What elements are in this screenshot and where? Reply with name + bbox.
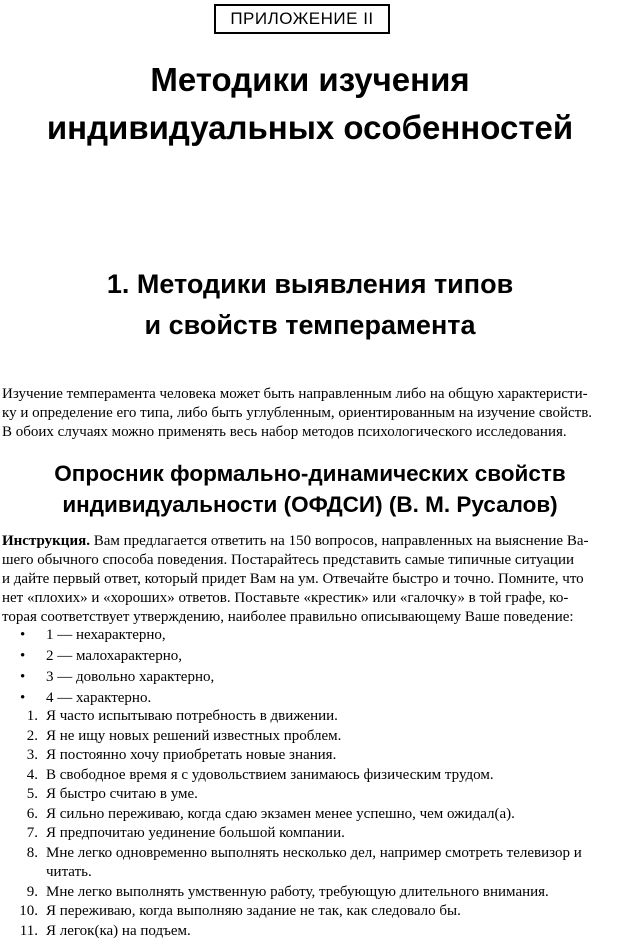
question-number: 7. [0, 824, 38, 844]
question-text: Мне легко одновременно выполнять несколько дел, например смотреть телевизор и читать. [46, 844, 612, 883]
instruction-line-2: шего обычного способа поведения. Постарайтесь представить самые типичные ситуации [2, 551, 614, 570]
question-item [0, 727, 620, 747]
question-item [0, 785, 620, 805]
question-text: Я переживаю, когда выполняю задание не так, как следовало бы. [46, 902, 612, 922]
section-title-line-2: и свойств темперамента [0, 305, 620, 346]
instruction-line-1-text: Вам предлагается ответить на 150 вопросов, направленных на выяснение Ва- [90, 533, 589, 549]
question-item [0, 746, 620, 766]
question-number: 10. [0, 902, 38, 922]
question-item [0, 805, 620, 825]
question-item [0, 707, 620, 727]
question-number: 8. [0, 844, 38, 864]
subsection-title-line-1: Опросник формально-динамических свойств [0, 458, 620, 489]
bullet-icon: • [20, 646, 25, 667]
question-number: 9. [0, 883, 38, 903]
question-text: Я постоянно хочу приобретать новые знания. [46, 746, 612, 766]
bullet-icon: • [20, 688, 25, 709]
scale-list [0, 625, 620, 709]
scale-item-text: 3 — довольно характерно, [46, 667, 214, 688]
scale-item-text: 2 — малохарактерно, [46, 646, 182, 667]
scale-item [0, 625, 620, 646]
question-item [0, 902, 620, 922]
question-item [0, 766, 620, 786]
instruction-paragraph [2, 532, 614, 627]
bullet-icon: • [20, 625, 25, 646]
section-title [0, 264, 620, 346]
instruction-line-4: нет «плохих» и «хороших» ответов. Поставьте «крестик» или «галочку» в той графе, ко- [2, 589, 614, 608]
question-list [0, 707, 620, 941]
question-number: 6. [0, 805, 38, 825]
question-text: В свободное время я с удовольствием занимаюсь физическим трудом. [46, 766, 612, 786]
question-item [0, 883, 620, 903]
scale-item [0, 688, 620, 709]
instruction-label: Инструкция. [2, 533, 90, 549]
subsection-title-line-2: индивидуальности (ОФДСИ) (В. М. Русалов) [0, 489, 620, 520]
scale-item-text: 1 — нехарактерно, [46, 625, 166, 646]
subsection-title [0, 458, 620, 520]
question-text: Я легок(ка) на подъем. [46, 922, 612, 941]
instruction-line-1 [2, 532, 614, 551]
question-text: Мне легко выполнять умственную работу, требующую длительного внимания. [46, 883, 612, 903]
question-item [0, 844, 620, 883]
question-number: 5. [0, 785, 38, 805]
question-text: Я сильно переживаю, когда сдаю экзамен менее успешно, чем ожидал(а). [46, 805, 612, 825]
question-item [0, 922, 620, 941]
scale-item-text: 4 — характерно. [46, 688, 151, 709]
question-number: 1. [0, 707, 38, 727]
scale-item [0, 667, 620, 688]
question-number: 11. [0, 922, 38, 941]
intro-paragraph [2, 385, 614, 442]
question-text: Я не ищу новых решений известных проблем. [46, 727, 612, 747]
question-text: Я часто испытываю потребность в движении. [46, 707, 612, 727]
question-text: Я быстро считаю в уме. [46, 785, 612, 805]
question-item [0, 824, 620, 844]
intro-line-3: В обоих случаях можно применять весь набор методов психологического исследования. [2, 423, 614, 442]
page-title-line-2: индивидуальных особенностей [0, 104, 620, 152]
question-text: Я предпочитаю уединение большой компании. [46, 824, 612, 844]
section-title-line-1: 1. Методики выявления типов [0, 264, 620, 305]
page-title [0, 56, 620, 152]
scale-item [0, 646, 620, 667]
appendix-label: ПРИЛОЖЕНИЕ II [214, 4, 390, 34]
question-number: 3. [0, 746, 38, 766]
intro-line-1: Изучение темперамента человека может быть направленным либо на общую характеристи- [2, 385, 614, 404]
page-title-line-1: Методики изучения [0, 56, 620, 104]
instruction-line-5: торая соответствует утверждению, наиболее правильно описывающему Ваше поведение: [2, 608, 614, 627]
question-number: 4. [0, 766, 38, 786]
question-number: 2. [0, 727, 38, 747]
instruction-line-3: и дайте первый ответ, который придет Вам на ум. Отвечайте быстро и точно. Помните, что [2, 570, 614, 589]
bullet-icon: • [20, 667, 25, 688]
intro-line-2: ку и определение его типа, либо быть углубленным, ориентированным на изучение свойств. [2, 404, 614, 423]
